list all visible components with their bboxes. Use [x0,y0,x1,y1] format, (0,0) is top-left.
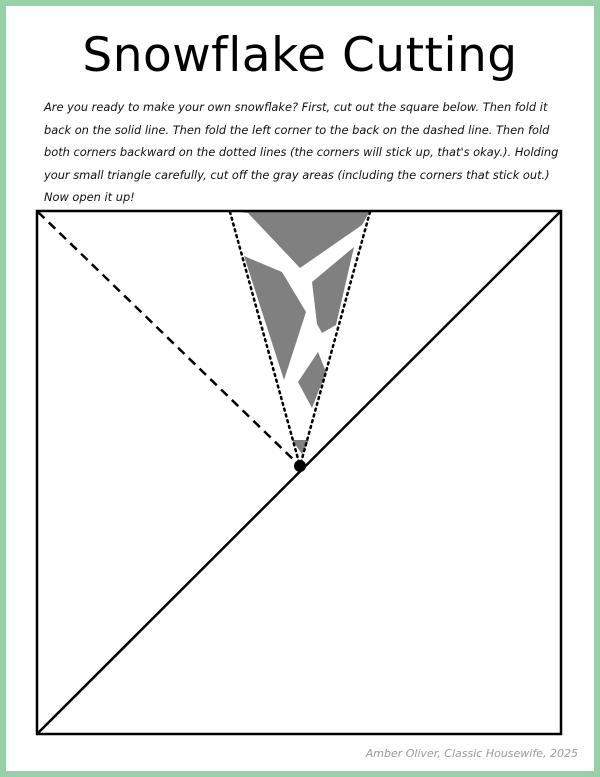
solid-fold-line [37,211,561,734]
cut-area-right [312,247,354,333]
center-point [294,460,306,472]
footer-credit: Amber Oliver, Classic Housewife, 2025 [365,747,578,760]
page-title: Snowflake Cutting [82,28,518,83]
cut-area-tip [292,440,309,454]
cut-area-center [298,352,326,408]
cut-area-left [244,256,306,380]
instructions-text: Are you ready to make your own snowflake? First, cut out the square below. Then fold it back on the solid line. Then fold the left corner to the back on the dashed line. Then fold both corners backward on the dotted lines (the corners will stick up, that's okay.). Holding your small triangle carefully, cut off the gray areas (including the corners that stick out.) Now open it up! [44,100,559,204]
dashed-fold-line [38,212,300,466]
